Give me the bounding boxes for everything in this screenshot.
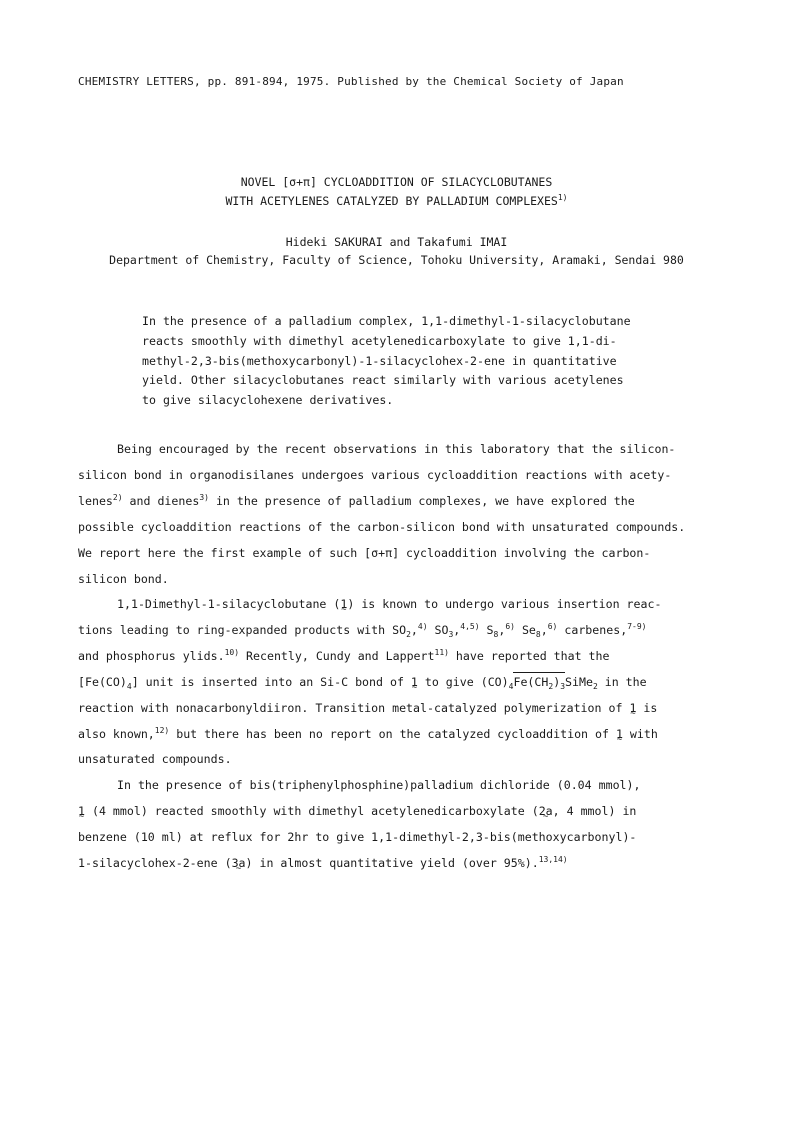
compound-number: 3a ~: [232, 856, 246, 870]
abstract-line: yield. Other silacyclobutanes react similarly with various acetylenes: [142, 373, 624, 387]
body-line: unsaturated compounds.: [78, 752, 232, 766]
compound-number: 1 ~: [411, 675, 418, 689]
affiliation: Department of Chemistry, Faculty of Science, Tohoku University, Aramaki, Sendai 980: [109, 253, 684, 267]
body-line: benzene (10 ml) at reflux for 2hr to give 1,1-dimethyl-2,3-bis(methoxycarbonyl)-: [78, 830, 637, 844]
body-line: reaction with nonacarbonyldiiron. Transition metal-catalyzed polymerization of 1 ~ is: [78, 701, 657, 715]
abstract-line: In the presence of a palladium complex, 1,1-dimethyl-1-silacyclobutane: [142, 314, 631, 328]
compound-number: 1 ~: [616, 727, 623, 741]
ring-bond-bracket: $Fe(CH_2)_3$: [513, 672, 565, 689]
body-line: 1 ~ (4 mmol) reacted smoothly with dimethyl acetylenedicarboxylate (2a ~, 4 mmol) in: [78, 804, 636, 818]
compound-number: 1 ~: [629, 701, 636, 715]
authors: Hideki SAKURAI and Takafumi IMAI: [285, 235, 508, 249]
body-line: possible cycloaddition reactions of the carbon-silicon bond with unsaturated compounds.: [78, 520, 686, 534]
compound-number: 1 ~: [78, 804, 85, 818]
body-line: tions leading to ring-expanded products with $SO_2,^{4)}$ $SO_3,^{4,5)}$ $S_8,^{6)}$ $Se_8,^{6)}$ carbenes,$^{7-9)}$: [78, 622, 647, 639]
body-line: $[Fe(CO)_4]$ unit is inserted into an Si-C bond of 1 ~ to give $(CO)_4Fe(CH_2)_3SiMe_2$ in the: [78, 675, 647, 689]
body-line: Being encouraged by the recent observations in this laboratory that the silicon-: [117, 442, 676, 456]
abstract-line: to give silacyclohexene derivatives.: [142, 393, 394, 407]
body-line: 1,1-Dimethyl-1-silacyclobutane (1 ~) is known to undergo various insertion reac-: [117, 597, 661, 611]
journal-header: CHEMISTRY LETTERS, pp. 891-894, 1975. Published by the Chemical Society of Japan: [78, 75, 624, 88]
body-line: and phosphorus ylids.$^{10)}$ Recently, Cundy and Lappert$^{11)}$ have reported that the: [78, 648, 610, 663]
body-line: also known,$^{12)}$ but there has been no report on the catalyzed cycloaddition of 1 ~ with: [78, 727, 658, 741]
body-line: silicon bond in organodisilanes undergoes various cycloaddition reactions with acety-: [78, 468, 672, 482]
body-line: 1-silacyclohex-2-ene (3a ~) in almost quantitative yield (over 95%).$^{13,14)}$: [78, 856, 568, 870]
compound-number: 2a ~: [539, 804, 553, 818]
abstract-line: methyl-2,3-bis(methoxycarbonyl)-1-silacyclohex-2-ene in quantitative: [142, 354, 617, 368]
footnote-ref: 1): [557, 193, 568, 202]
body-line: In the presence of bis(triphenylphosphine)palladium dichloride (0.04 mmol),: [117, 778, 641, 792]
article-title-line-2: WITH ACETYLENES CATALYZED BY PALLADIUM COMPLEXES$^{1)}$: [225, 193, 568, 208]
abstract-line: reacts smoothly with dimethyl acetylenedicarboxylate to give 1,1-di-: [142, 334, 617, 348]
body-line: silicon bond.: [78, 572, 169, 586]
compound-number: 1 ~: [340, 597, 347, 611]
body-line: We report here the first example of such [σ+π] cycloaddition involving the carbon-: [78, 546, 651, 560]
body-line: lenes$^{2)}$ and dienes$^{3)}$ in the presence of palladium complexes, we have explored the: [78, 493, 635, 508]
article-title-line-1: NOVEL [σ+π] CYCLOADDITION OF SILACYCLOBUTANES: [240, 175, 553, 189]
